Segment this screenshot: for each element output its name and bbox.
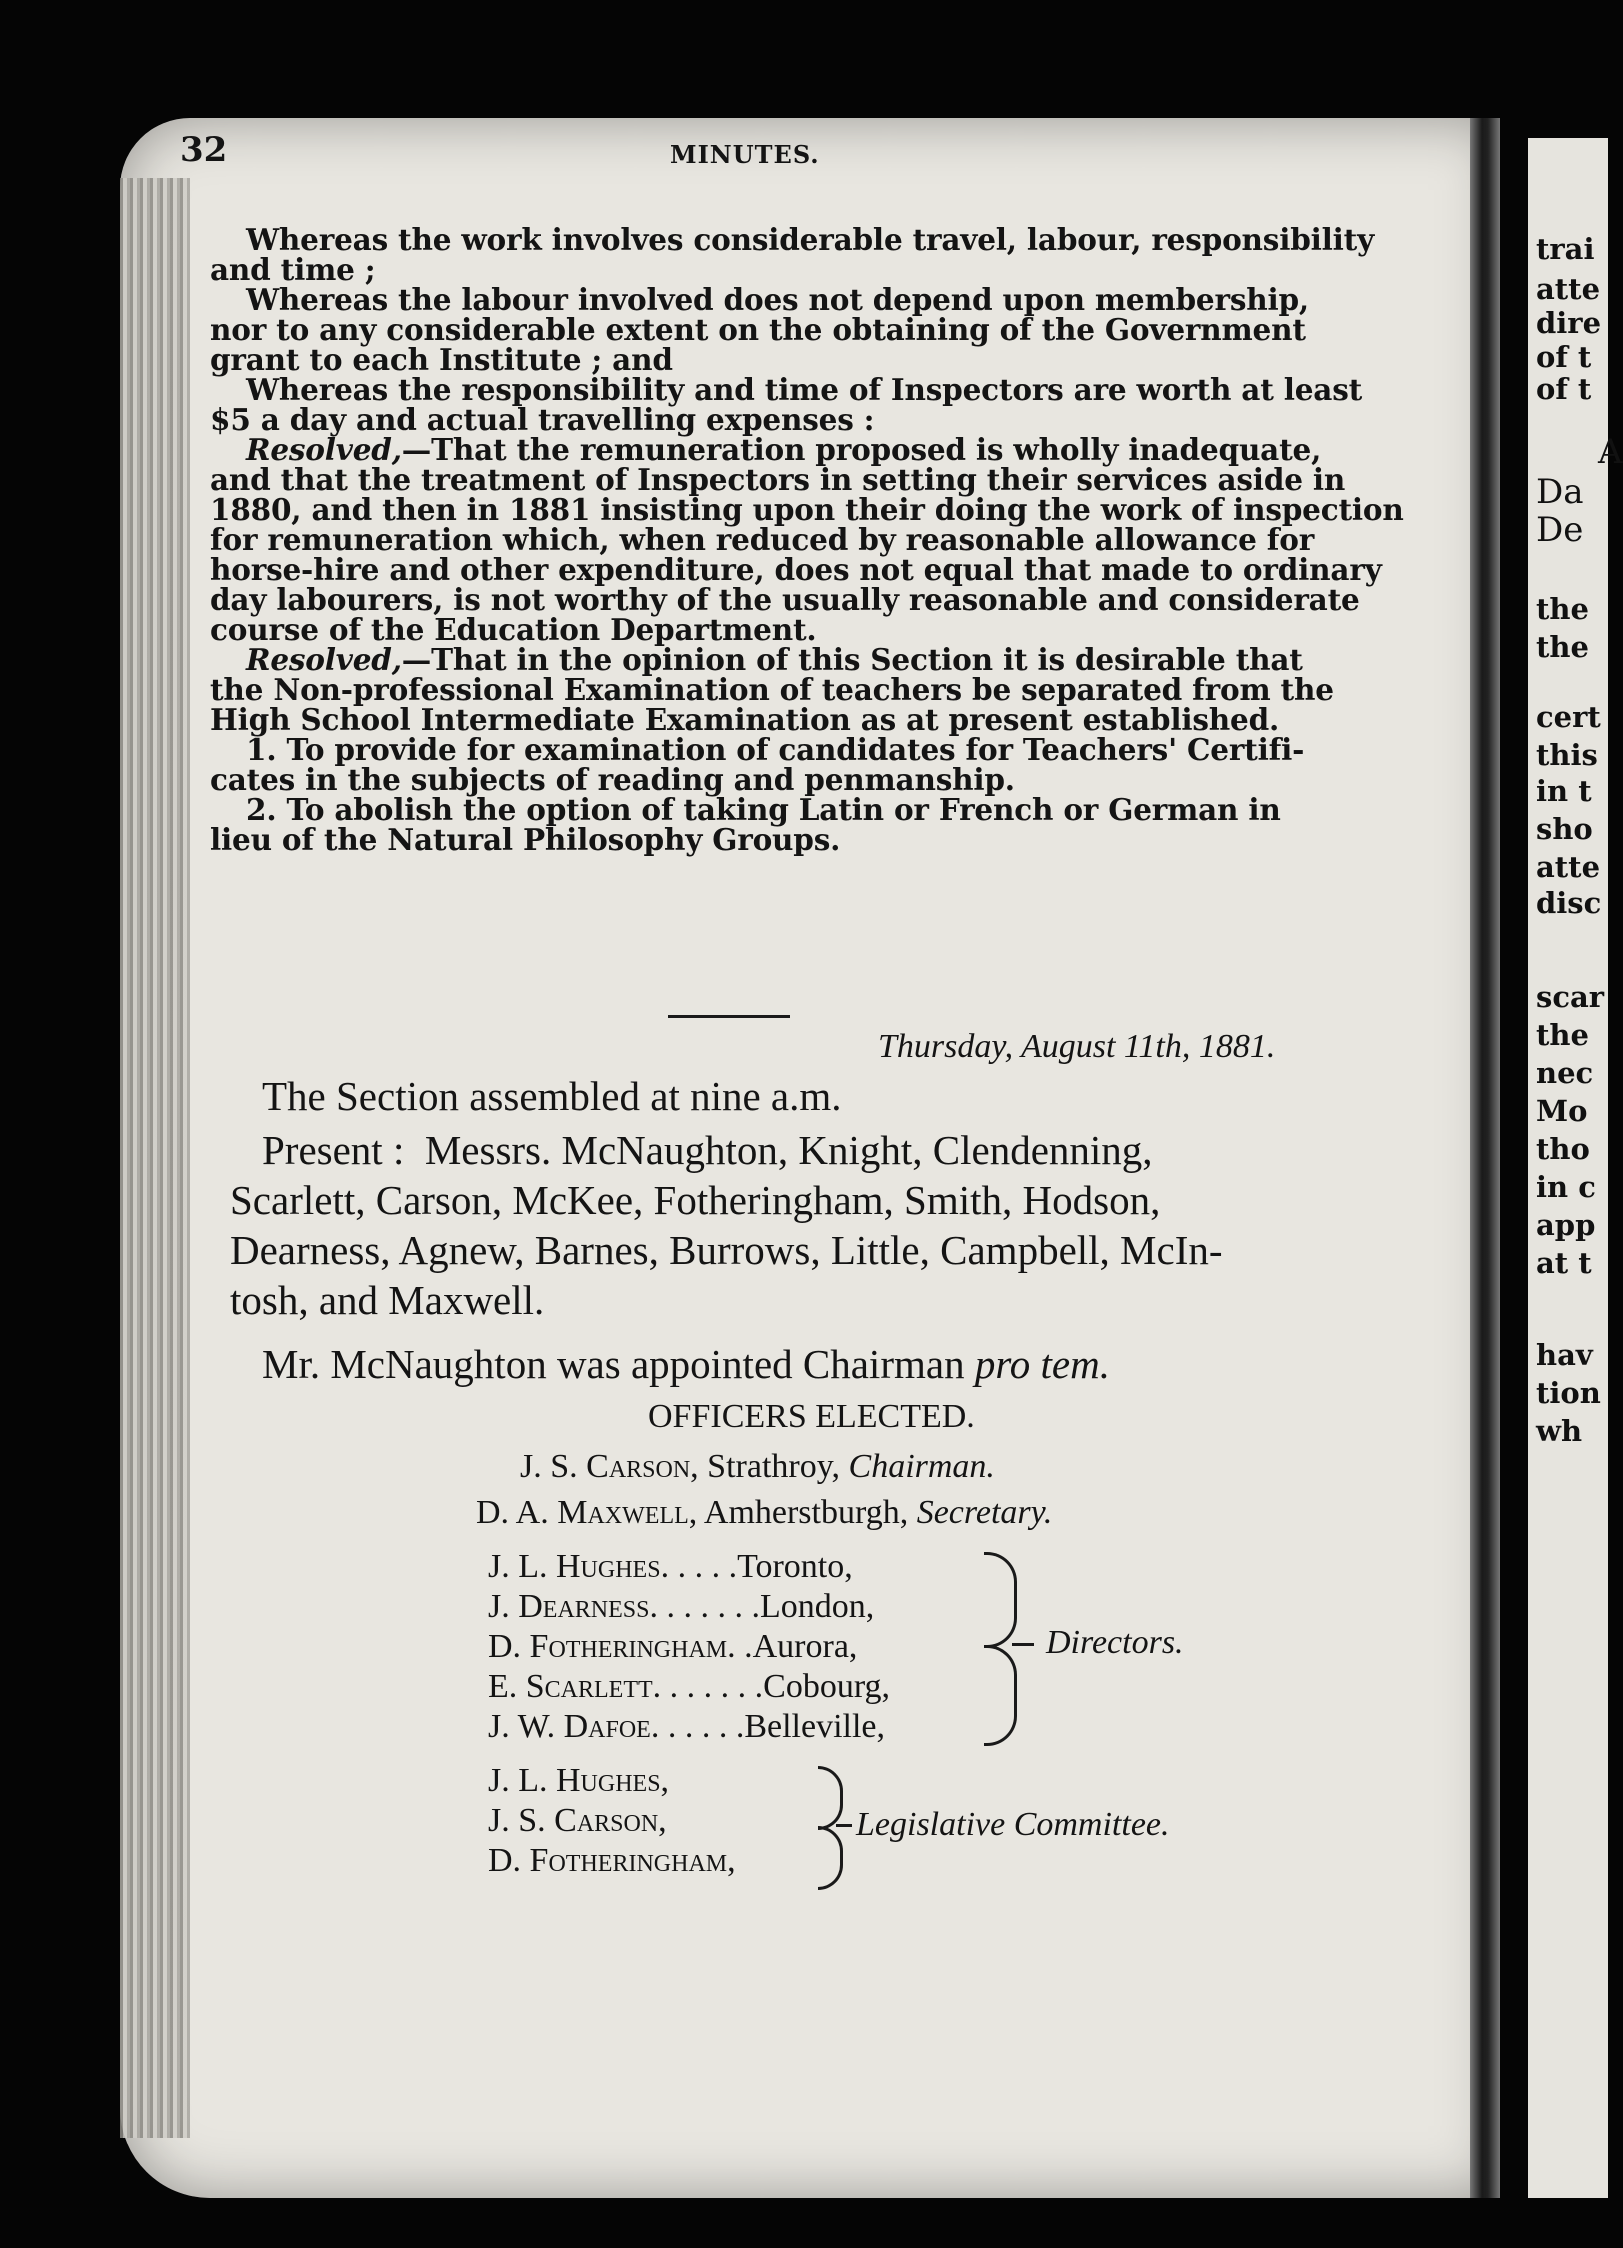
page-number: 32 — [180, 130, 228, 170]
body-line: Whereas the responsibility and time of Inspectors are worth at least — [246, 372, 1363, 407]
body-line: horse-hire and other expenditure, does not equal that made to ordinary — [210, 552, 1382, 587]
body-line: Whereas the work involves considerable travel, labour, responsibility — [246, 222, 1375, 257]
committee-member: J. S. Carson, — [488, 1802, 667, 1839]
body-line: for remuneration which, when reduced by reasonable allowance for — [210, 522, 1315, 557]
facing-page-word: disc — [1536, 886, 1602, 920]
facing-page-word: at t — [1536, 1246, 1592, 1280]
director-name: D. Fotheringham — [488, 1628, 728, 1665]
facing-page-word: cert — [1536, 700, 1601, 734]
body-line: the Non-professional Examination of teachers be separated from the — [210, 672, 1334, 707]
facing-page-word: Da — [1536, 472, 1584, 512]
date-line: Thursday, August 11th, 1881. — [878, 1028, 1276, 1065]
resolved-word: Resolved, — [246, 642, 402, 677]
director-row — [488, 1708, 885, 1746]
book-gutter — [1470, 118, 1500, 2198]
committee-member: J. L. Hughes, — [488, 1762, 670, 1799]
directors-brace-top — [984, 1552, 1017, 1648]
directors-brace-bottom — [984, 1645, 1017, 1746]
chairman-appointed-text: Mr. McNaughton was appointed Chairman — [262, 1341, 965, 1387]
body-line: cates in the subjects of reading and penmanship. — [210, 762, 1015, 797]
section-divider — [668, 1015, 790, 1018]
body-line: 1. To provide for examination of candidates for Teachers' Certifi- — [246, 732, 1305, 767]
facing-page-word: atte — [1536, 850, 1601, 884]
facing-page-word: app — [1536, 1208, 1596, 1242]
present-line: Scarlett, Carson, McKee, Fotheringham, Smith, Hodson, — [230, 1177, 1161, 1223]
present-line: tosh, and Maxwell. — [230, 1277, 545, 1323]
director-place: Belleville, — [744, 1708, 885, 1745]
director-row — [488, 1588, 874, 1626]
present-label: Present : — [262, 1127, 405, 1173]
officers-heading: OFFICERS ELECTED. — [648, 1398, 975, 1435]
director-name: J. Dearness — [488, 1588, 650, 1625]
facing-page-fragment — [1528, 138, 1623, 2198]
chairman-line — [520, 1448, 995, 1486]
facing-page-word: in t — [1536, 774, 1592, 808]
present-line: Dearness, Agnew, Barnes, Burrows, Little, Campbell, McIn- — [230, 1227, 1223, 1273]
facing-page-word: Mo — [1536, 1094, 1588, 1128]
leader-dots: . . . . . — [660, 1548, 738, 1585]
officer-role: Chairman. — [848, 1448, 995, 1485]
body-line: day labourers, is not worthy of the usually reasonable and considerate — [210, 582, 1360, 617]
directors-brace-tip — [1012, 1643, 1034, 1646]
page-edges — [120, 178, 190, 2138]
facing-page-word: trai — [1536, 232, 1595, 266]
leader-dots: . . . . . . . — [649, 1588, 760, 1625]
resolved-text: —That the remuneration proposed is wholly inadequate, — [401, 432, 1322, 467]
director-row — [488, 1628, 857, 1666]
leader-dots: . . . . . . — [650, 1708, 745, 1745]
body-line: and time ; — [210, 252, 376, 287]
facing-page-word: dire — [1536, 306, 1602, 340]
director-name: E. Scarlett — [488, 1668, 653, 1705]
officer-name: D. A. Maxwell — [476, 1494, 689, 1531]
facing-page-word: sho — [1536, 812, 1593, 846]
directors-label: Directors. — [1046, 1624, 1184, 1661]
committee-label: Legislative Committee. — [856, 1806, 1170, 1843]
body-line: $5 a day and actual travelling expenses : — [210, 402, 875, 437]
body-line: lieu of the Natural Philosophy Groups. — [210, 822, 841, 857]
body-line: and that the treatment of Inspectors in setting their services aside in — [210, 462, 1346, 497]
director-row — [488, 1548, 853, 1586]
officer-name: J. S. Carson — [520, 1448, 691, 1485]
facing-page-word: wh — [1536, 1414, 1583, 1448]
resolved-word: Resolved, — [246, 432, 402, 467]
secretary-line — [476, 1494, 1052, 1532]
director-name: J. W. Dafoe — [488, 1708, 651, 1745]
leader-dots: . . . . . . . — [652, 1668, 764, 1705]
director-place: London, — [759, 1588, 875, 1625]
facing-page-word: De — [1536, 510, 1584, 550]
body-line: Whereas the labour involved does not depend upon membership, — [246, 282, 1310, 317]
facing-page-word: the — [1536, 630, 1589, 664]
facing-page-word: atte — [1536, 272, 1601, 306]
chairman-appointed-line — [262, 1340, 1110, 1388]
committee-brace-tip — [836, 1824, 852, 1827]
officer-place: , Amherstburgh, — [688, 1494, 909, 1531]
officer-role: Secretary. — [916, 1494, 1053, 1531]
facing-page-word: A — [1598, 432, 1623, 472]
facing-page-word: in c — [1536, 1170, 1596, 1204]
facing-page-word: nec — [1536, 1056, 1594, 1090]
facing-page-word: the — [1536, 1018, 1589, 1052]
director-name: J. L. Hughes — [488, 1548, 661, 1585]
running-head: MINUTES. — [670, 140, 820, 169]
body-line: 2. To abolish the option of taking Latin or French or German in — [246, 792, 1281, 827]
director-place: Cobourg, — [763, 1668, 891, 1705]
facing-page-word: tho — [1536, 1132, 1590, 1166]
director-place: Aurora, — [752, 1628, 858, 1665]
body-line: course of the Education Department. — [210, 612, 817, 647]
body-line: High School Intermediate Examination as at present established. — [210, 702, 1280, 737]
body-line: nor to any considerable extent on the obtaining of the Government — [210, 312, 1306, 347]
director-place: Toronto, — [737, 1548, 853, 1585]
facing-page-word: this — [1536, 738, 1598, 772]
director-row — [488, 1668, 890, 1706]
facing-page-word: tion — [1536, 1376, 1601, 1410]
committee-member: D. Fotheringham, — [488, 1842, 736, 1879]
body-line: grant to each Institute ; and — [210, 342, 673, 377]
facing-page-word: hav — [1536, 1338, 1593, 1372]
body-line: 1880, and then in 1881 insisting upon their doing the work of inspection — [210, 492, 1404, 527]
present-line — [262, 1126, 1153, 1174]
pro-tem: pro tem. — [974, 1341, 1110, 1387]
facing-page-word: scar — [1536, 980, 1605, 1014]
facing-page-word: the — [1536, 592, 1589, 626]
facing-page-word: of t — [1536, 372, 1592, 406]
officer-place: , Strathroy, — [690, 1448, 841, 1485]
resolved-text: —That in the opinion of this Section it is desirable that — [401, 642, 1303, 677]
assembled-line: The Section assembled at nine a.m. — [262, 1073, 842, 1119]
facing-page-word: of t — [1536, 340, 1592, 374]
present-names: Messrs. McNaughton, Knight, Clendenning, — [424, 1127, 1153, 1173]
leader-dots: . . — [727, 1628, 753, 1665]
